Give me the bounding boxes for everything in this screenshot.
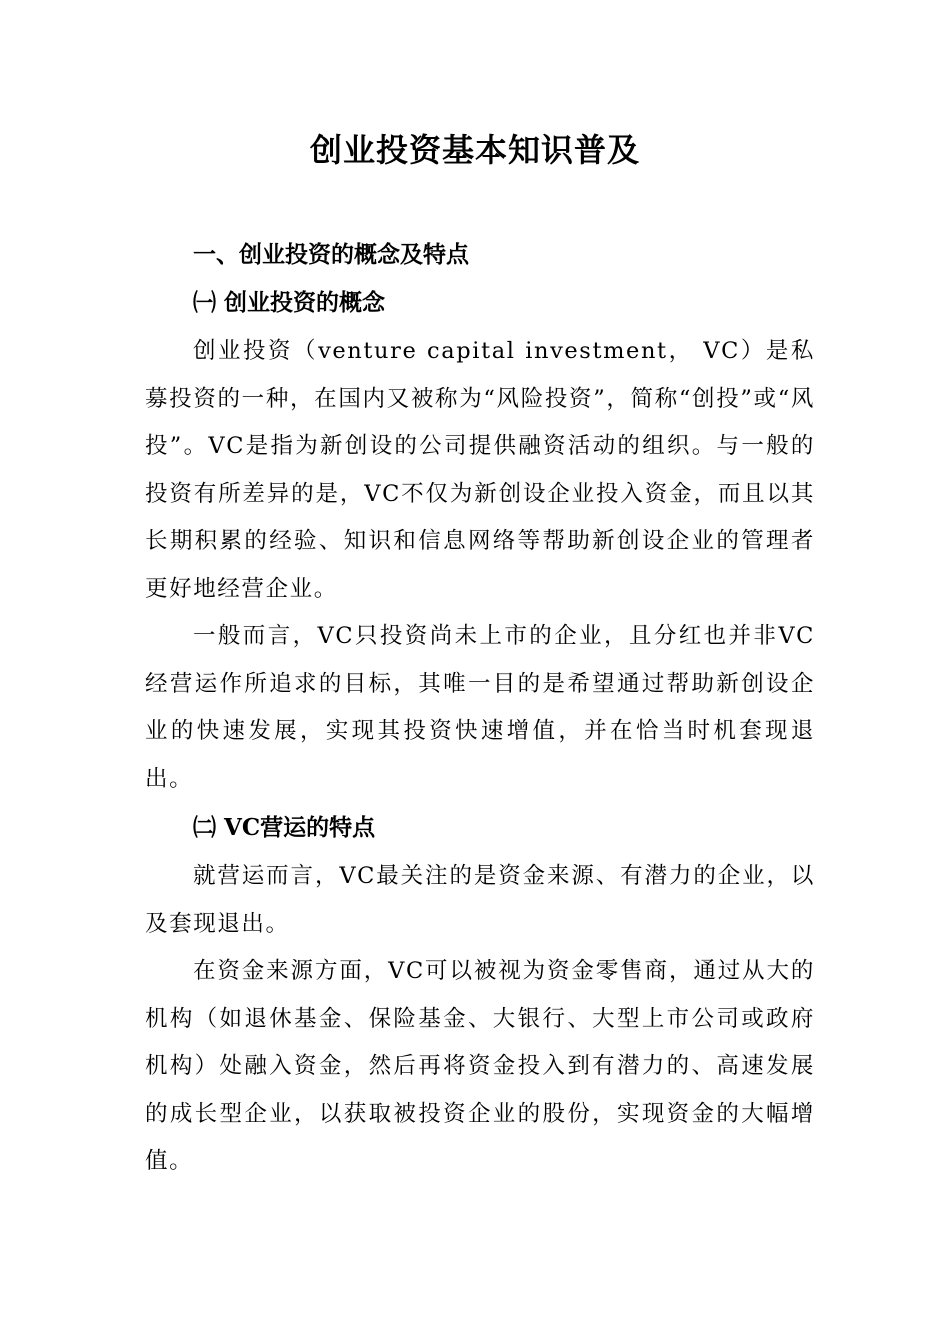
subsection-heading-concept: ㈠ 创业投资的概念	[193, 289, 386, 316]
section-heading-concept-and-features: 一、创业投资的概念及特点	[193, 241, 469, 268]
paragraph-vc-definition: 创业投资（venture capital investment， VC）是私募投资的一种，在国内又被称为“风险投资”，简称“创投”或“风投”。VC是指为新创设的公司提供融资活动的组织。与一般的投资有所差异的是，VC不仅为新创设企业投入资金，而且以其长期积累的经验、知识和信息网络等帮助新创设企业的管理者更好地经营企业。	[145, 338, 815, 602]
paragraph-vc-operation-focus: 就营运而言，VC最关注的是资金来源、有潜力的企业，以及套现退出。	[145, 863, 815, 937]
subsection-heading-vc-operation: ㈡ VC营运的特点	[193, 814, 376, 841]
paragraph-vc-funding-source: 在资金来源方面，VC可以被视为资金零售商，通过从大的机构（如退休基金、保险基金、大银行、大型上市公司或政府机构）处融入资金，然后再将资金投入到有潜力的、高速发展的成长型企业，以获取被投资企业的股份，实现资金的大幅增值。	[145, 958, 815, 1174]
paragraph-vc-investment-goal: 一般而言，VC只投资尚未上市的企业，且分红也并非VC经营运作所追求的目标，其唯一目的是希望通过帮助新创设企业的快速发展，实现其投资快速增值，并在恰当时机套现退出。	[145, 623, 815, 792]
document-title: 创业投资基本知识普及	[309, 131, 640, 169]
